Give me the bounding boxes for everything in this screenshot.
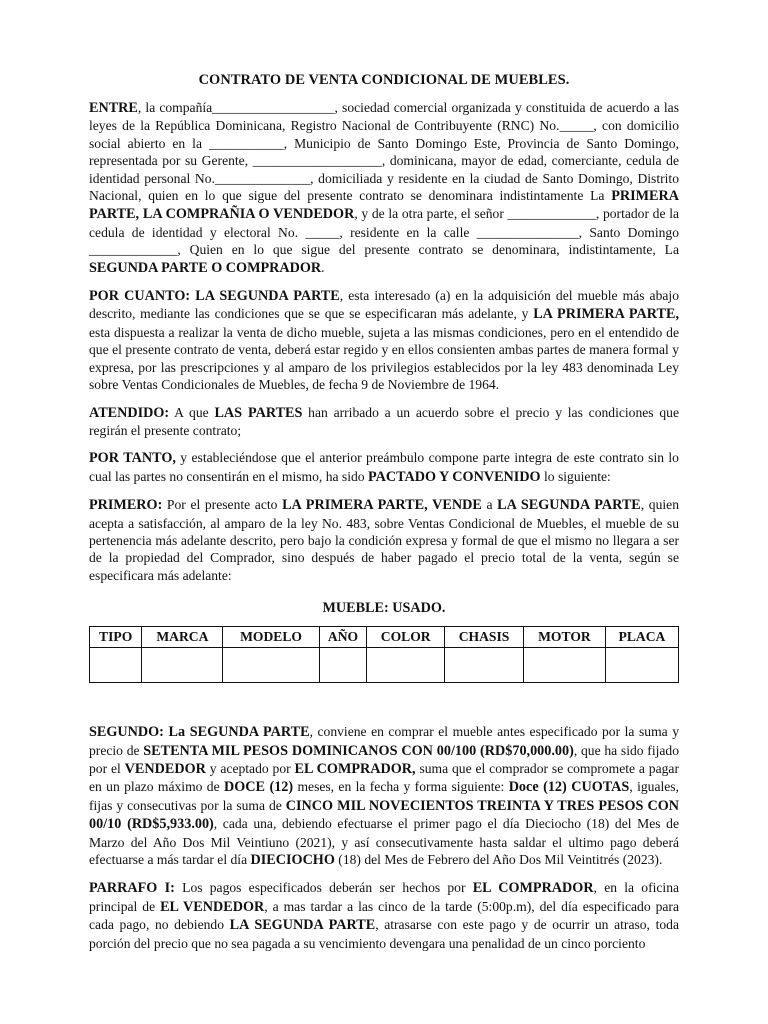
cell-tipo <box>90 648 142 683</box>
contract-title: CONTRATO DE VENTA CONDICIONAL DE MUEBLES. <box>198 72 570 88</box>
cell-color <box>367 648 445 683</box>
paragraph-segundo: SEGUNDO: La SEGUNDA PARTE, conviene en comprar el mueble antes especificado por la suma y precio de SETENTA MIL PESOS DOMINICANOS CON 00/100 (RD$70,000.00), que ha sido fijado por el VENDEDOR y aceptado por EL COMPRADOR, suma que el comprador se compromete a pagar en un plazo máximo de DOCE (12) meses, en la fecha y forma siguiente: Doce (12) CUOTAS, iguales, fijas y consecutivas por la suma de CINCO MIL NOVECIENTOS TREINTA Y TRES PESOS CON 00/10 (RD$5,933.00), cada una, debiendo efectuarse el primer pago el día Dieciocho (18) del Mes de Marzo del Año Dos Mil Veintiuno (2021), y así consecutivamente hasta saldar el ultimo pago deberá efectuarse a más tardar el día DIECIOCHO (18) del Mes de Febrero del Año Dos Mil Veintitrés (2023). <box>89 724 680 868</box>
header-marca: MARCA <box>142 627 223 648</box>
paragraph-por-cuanto: POR CUANTO: LA SEGUNDA PARTE, esta interesado (a) en la adquisición del mueble más abajo descrito, mediante las condiciones que se que se especificaran más adelante, y LA PRIMERA PARTE, esta dispuesta a realizar la venta de dicho mueble, sujeta a las mismas condiciones, pero en el entendido de que el presente contrato de venta, deberá estar regido y en ellos consienten ambas partes de manera formal y expresa, por las prescripciones y al amparo de los privilegios establecidos por la ley 483 denominada Ley sobre Ventas Condicionales de Muebles, de fecha 9 de Noviembre de 1964. <box>89 288 680 393</box>
header-tipo: TIPO <box>90 627 142 648</box>
cell-chasis <box>445 648 524 683</box>
paragraph-entre: ENTRE, la compañía__________________, sociedad comercial organizada y constituida de acuerdo a las leyes de la República Dominicana, Registro Nacional de Contribuyente (RNC) No._____, con domicilio social abierto en la ___________, Municipio de Santo Domingo Este, Provincia de Santo Domingo, representada por su Gerente, ___________________, dominicana, mayor de edad, comerciante, cedula de identidad personal No.______________, domiciliada y residente en la ciudad de Santo Domingo, Distrito Nacional, quien en lo que sigue del presente contrato se denominara indistintamente La PRIMERA PARTE, LA COMPRAÑIA O VENDEDOR, y de la otra parte, el señor _____________, portador de la cedula de identidad y electoral No. _____, residente en la calle _______________, Santo Domingo _____________, Quien en lo que sigue del presente contrato se denominara, indistintamente, La SEGUNDA PARTE O COMPRADOR. <box>89 100 679 276</box>
paragraph-por-tanto: POR TANTO, y estableciéndose que el anterior preámbulo compone parte integra de este contrato sin lo cual las partes no consentirán en el mismo, ha sido PACTADO Y CONVENIDO lo siguiente: <box>89 450 679 485</box>
lead-entre: ENTRE <box>89 100 138 116</box>
table-row <box>90 648 679 683</box>
furniture-title: MUEBLE: USADO. <box>322 600 446 617</box>
paragraph-atendido: ATENDIDO: A que LAS PARTES han arribado a un acuerdo sobre el precio y las condiciones que regirán el presente contrato; <box>89 404 679 438</box>
cell-placa <box>605 648 678 683</box>
lead-por-cuanto: POR CUANTO: LA SEGUNDA PARTE <box>89 288 340 305</box>
cell-modelo <box>223 648 319 683</box>
cell-ano <box>319 648 367 683</box>
lead-por-tanto: POR TANTO, <box>89 450 176 467</box>
paragraph-primero: PRIMERO: Por el presente acto LA PRIMERA PARTE, VENDE a LA SEGUNDA PARTE, quien acepta a satisfacción, al amparo de la ley No. 483, sobre Ventas Condicional de Muebles, el mueble de su pertenencia más adelante descrito, pero bajo la condición expresa y formal de que el mismo no llegara a ser de la propiedad del Comprador, sino después de haber pagado el precio total de la venta, según se especificara más adelante: <box>89 497 679 583</box>
header-motor: MOTOR <box>523 627 605 648</box>
header-placa: PLACA <box>605 627 678 648</box>
cell-motor <box>523 648 605 683</box>
header-ano: AÑO <box>319 627 367 648</box>
furniture-table <box>89 626 679 683</box>
lead-primero: PRIMERO: <box>89 497 163 514</box>
lead-parrafo-i: PARRAFO I: <box>89 880 175 897</box>
cell-marca <box>142 648 223 683</box>
table-header-row <box>90 627 679 648</box>
lead-atendido: ATENDIDO: <box>89 404 170 421</box>
header-modelo: MODELO <box>223 627 319 648</box>
lead-segundo: SEGUNDO: La SEGUNDA PARTE <box>89 724 310 741</box>
header-chasis: CHASIS <box>445 627 524 648</box>
paragraph-parrafo-i: PARRAFO I: Los pagos especificados deberán ser hechos por EL COMPRADOR, en la oficina principal de EL VENDEDOR, a mas tardar a las cinco de la tarde (5:00p.m), del día especificado para cada pago, no debiendo LA SEGUNDA PARTE, atrasarse con este pago y de ocurrir un atraso, toda porción del precio que no sea pagada a su vencimiento devengara una penalidad de un cinco porciento <box>89 880 680 951</box>
header-color: COLOR <box>367 627 445 648</box>
